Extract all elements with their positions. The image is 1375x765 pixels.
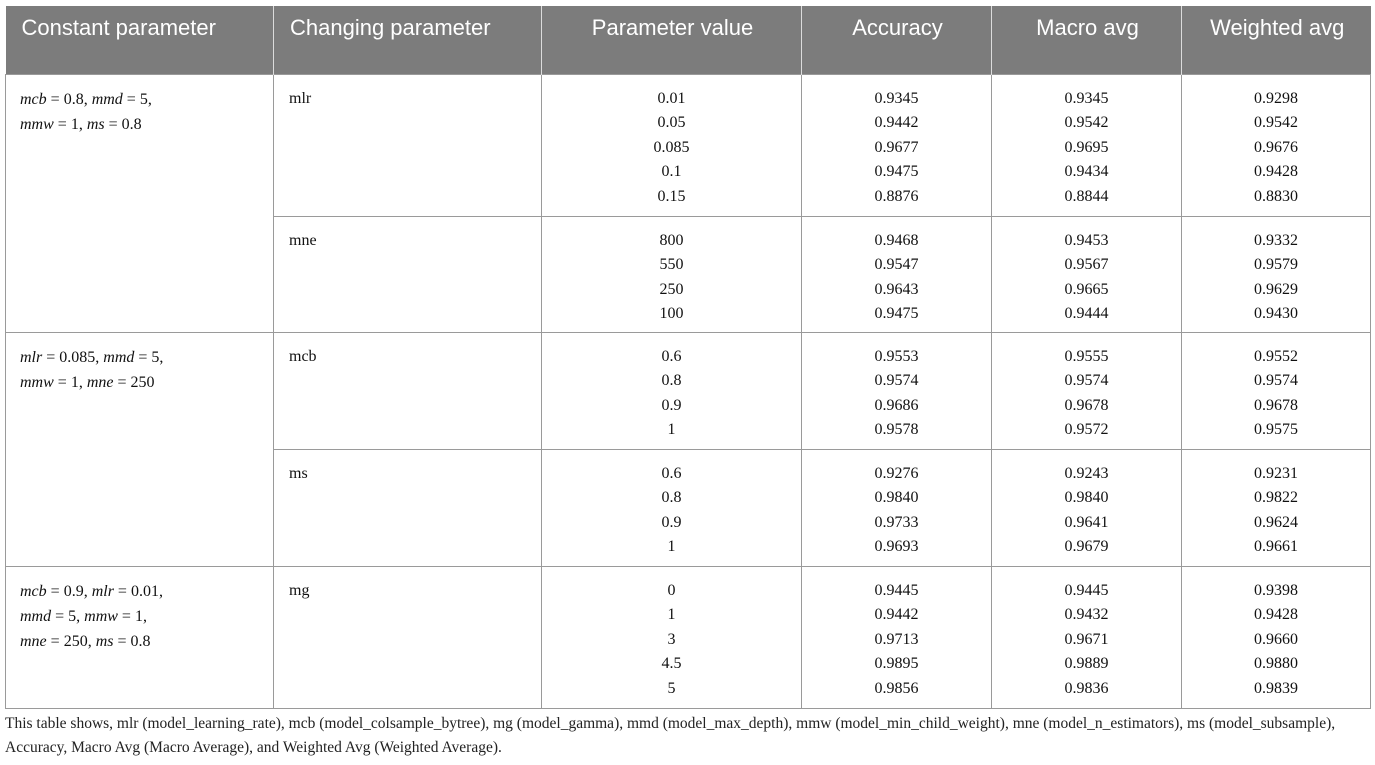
constant-parameter-line: mlr = 0.085, mmd = 5, [20, 348, 164, 366]
constant-parameter-name: mmw [84, 607, 118, 625]
constant-parameter-cell [6, 332, 274, 566]
macro-value: 0.9836 [1064, 679, 1109, 697]
macro-value: 0.9678 [1064, 396, 1109, 414]
accuracy-value: 0.9345 [874, 89, 919, 107]
header-changing-parameter: Changing parameter [274, 6, 542, 74]
weighted-value: 0.9678 [1254, 396, 1298, 414]
accuracy-value: 0.9475 [874, 163, 919, 181]
macro-value: 0.9695 [1064, 138, 1109, 156]
weighted-value: 0.9839 [1254, 679, 1298, 697]
table-container [5, 6, 1370, 709]
accuracy-value: 0.9276 [874, 464, 919, 482]
accuracy-value: 0.8876 [874, 187, 919, 205]
constant-parameter-value: 1 [70, 373, 79, 391]
weighted-value: 0.9428 [1254, 606, 1298, 624]
values-cell [542, 449, 802, 566]
macro-value: 0.9889 [1064, 655, 1109, 673]
values-value: 0 [667, 581, 676, 599]
table-row [6, 74, 1371, 216]
accuracy-value: 0.9475 [874, 305, 919, 323]
macro-cell [992, 216, 1182, 332]
weighted-value: 0.9579 [1254, 256, 1298, 274]
header-accuracy: Accuracy [802, 6, 992, 74]
accuracy-value: 0.9547 [874, 256, 919, 274]
weighted-value: 0.9574 [1254, 372, 1298, 390]
accuracy-value: 0.9733 [874, 513, 919, 531]
constant-parameter-value: 0.8 [130, 632, 151, 650]
constant-parameter-name: mcb [20, 582, 47, 600]
header-macro-avg: Macro avg [992, 6, 1182, 74]
constant-parameter-value: 0.9 [63, 582, 84, 600]
results-table [5, 6, 1371, 709]
values-value: 4.5 [661, 655, 682, 673]
macro-cell [992, 74, 1182, 216]
values-value: 550 [659, 256, 684, 274]
weighted-value: 0.9660 [1254, 630, 1298, 648]
weighted-cell [1182, 216, 1371, 332]
constant-parameter-name: ms [86, 115, 105, 133]
weighted-value: 0.9428 [1254, 163, 1298, 181]
macro-value: 0.9444 [1064, 305, 1109, 323]
constant-parameter-name: mmd [103, 348, 135, 366]
accuracy-value: 0.9713 [874, 630, 919, 648]
table-header-row [6, 6, 1371, 74]
table-footnote: This table shows, mlr (model_learning_rate), mcb (model_colsample_bytree), mg (model_gamma), mmd (model_max_depth), mmw (model_min_child_weight), mne (model_n_estimators), ms (model_subsample), Accuracy, Macro Avg (Macro Average), and Weighted Avg (Weighted Average). [5, 715, 1336, 756]
weighted-value: 0.9624 [1254, 513, 1298, 531]
macro-value: 0.9345 [1064, 89, 1109, 107]
constant-parameter-value: 5 [151, 348, 160, 366]
values-value: 0.9 [661, 396, 682, 414]
macro-cell [992, 449, 1182, 566]
constant-parameter-value: 0.01 [130, 582, 159, 600]
constant-parameter-cell [6, 74, 274, 332]
constant-parameter-line: mcb = 0.9, mlr = 0.01, [20, 582, 163, 600]
values-cell [542, 332, 802, 449]
constant-parameter-name: mlr [20, 348, 43, 366]
accuracy-value: 0.9468 [874, 231, 919, 249]
accuracy-cell [802, 449, 992, 566]
weighted-cell [1182, 449, 1371, 566]
changing-parameter-cell: mcb [274, 332, 542, 449]
weighted-value: 0.9332 [1254, 231, 1298, 249]
values-value: 250 [659, 280, 684, 298]
changing-parameter-cell: ms [274, 449, 542, 566]
values-value: 5 [667, 679, 676, 697]
constant-parameter-value: 0.8 [121, 115, 142, 133]
macro-value: 0.9679 [1064, 538, 1109, 556]
macro-value: 0.9555 [1064, 347, 1109, 365]
constant-parameter-value: 1 [70, 115, 79, 133]
accuracy-value: 0.9442 [874, 114, 919, 132]
constant-parameter-value: 0.8 [63, 90, 84, 108]
values-value: 0.01 [657, 89, 686, 107]
values-value: 0.8 [661, 489, 682, 507]
constant-parameter-value: 250 [130, 373, 155, 391]
values-value: 0.6 [661, 464, 682, 482]
accuracy-value: 0.9574 [874, 372, 919, 390]
macro-value: 0.9572 [1064, 421, 1109, 439]
constant-parameter-name: mlr [91, 582, 114, 600]
constant-parameter-line: mmw = 1, ms = 0.8 [20, 115, 142, 133]
changing-parameter-cell: mne [274, 216, 542, 332]
values-value: 0.15 [657, 187, 686, 205]
macro-value: 0.9665 [1064, 280, 1109, 298]
weighted-value: 0.8830 [1254, 187, 1298, 205]
weighted-value: 0.9430 [1254, 305, 1298, 323]
values-value: 100 [659, 305, 684, 323]
values-value: 1 [667, 606, 676, 624]
weighted-cell [1182, 566, 1371, 708]
weighted-value: 0.9552 [1254, 347, 1298, 365]
accuracy-cell [802, 74, 992, 216]
accuracy-value: 0.9856 [874, 679, 919, 697]
values-value: 0.05 [657, 114, 686, 132]
macro-cell [992, 332, 1182, 449]
constant-parameter-name: mne [86, 373, 114, 391]
constant-parameter-line: mcb = 0.8, mmd = 5, [20, 90, 152, 108]
macro-value: 0.9243 [1064, 464, 1109, 482]
weighted-value: 0.9398 [1254, 581, 1298, 599]
constant-parameter-value: 0.085 [59, 348, 96, 366]
macro-value: 0.9542 [1064, 114, 1109, 132]
macro-value: 0.9432 [1064, 606, 1109, 624]
weighted-value: 0.9298 [1254, 89, 1298, 107]
accuracy-cell [802, 566, 992, 708]
weighted-cell [1182, 74, 1371, 216]
values-value: 0.085 [653, 138, 690, 156]
macro-value: 0.8844 [1064, 187, 1109, 205]
constant-parameter-line: mne = 250, ms = 0.8 [20, 632, 151, 650]
macro-value: 0.9453 [1064, 231, 1109, 249]
changing-parameter-cell: mg [274, 566, 542, 708]
accuracy-value: 0.9553 [874, 347, 919, 365]
macro-value: 0.9840 [1064, 489, 1109, 507]
accuracy-value: 0.9578 [874, 421, 919, 439]
table-row [6, 332, 1371, 449]
constant-parameter-name: mmd [91, 90, 123, 108]
weighted-value: 0.9676 [1254, 138, 1298, 156]
accuracy-value: 0.9442 [874, 606, 919, 624]
accuracy-value: 0.9445 [874, 581, 919, 599]
constant-parameter-name: mne [20, 632, 47, 650]
constant-parameter-name: mmw [20, 115, 54, 133]
constant-parameter-value: 250 [63, 632, 88, 650]
constant-parameter-cell [6, 566, 274, 708]
macro-value: 0.9574 [1064, 372, 1109, 390]
macro-value: 0.9671 [1064, 630, 1109, 648]
macro-value: 0.9434 [1064, 163, 1109, 181]
weighted-value: 0.9629 [1254, 280, 1298, 298]
weighted-value: 0.9542 [1254, 114, 1298, 132]
constant-parameter-line: mmd = 5, mmw = 1, [20, 607, 147, 625]
accuracy-value: 0.9643 [874, 280, 919, 298]
constant-parameter-value: 5 [139, 90, 148, 108]
values-value: 0.1 [661, 163, 682, 181]
accuracy-value: 0.9895 [874, 655, 919, 673]
weighted-value: 0.9661 [1254, 538, 1298, 556]
weighted-value: 0.9822 [1254, 489, 1298, 507]
weighted-value: 0.9575 [1254, 421, 1298, 439]
accuracy-cell [802, 216, 992, 332]
values-value: 0.9 [661, 513, 682, 531]
constant-parameter-name: mcb [20, 90, 47, 108]
constant-parameter-name: mmw [20, 373, 54, 391]
macro-value: 0.9445 [1064, 581, 1109, 599]
values-value: 3 [667, 630, 676, 648]
accuracy-value: 0.9686 [874, 396, 919, 414]
changing-parameter-cell: mlr [274, 74, 542, 216]
header-parameter-value: Parameter value [542, 6, 802, 74]
constant-parameter-value: 5 [68, 607, 77, 625]
accuracy-value: 0.9840 [874, 489, 919, 507]
values-cell [542, 216, 802, 332]
table-row [6, 566, 1371, 708]
header-weighted-avg: Weighted avg [1182, 6, 1371, 74]
values-value: 0.8 [661, 372, 682, 390]
constant-parameter-value: 1 [134, 607, 143, 625]
values-value: 1 [667, 421, 676, 439]
header-constant-parameter: Constant parameter [6, 6, 274, 74]
values-cell [542, 566, 802, 708]
values-value: 0.6 [661, 347, 682, 365]
macro-cell [992, 566, 1182, 708]
accuracy-value: 0.9677 [874, 138, 919, 156]
constant-parameter-name: ms [95, 632, 114, 650]
macro-value: 0.9567 [1064, 256, 1109, 274]
values-value: 1 [667, 538, 676, 556]
weighted-value: 0.9231 [1254, 464, 1298, 482]
constant-parameter-name: mmd [20, 607, 52, 625]
values-value: 800 [659, 231, 684, 249]
accuracy-cell [802, 332, 992, 449]
weighted-cell [1182, 332, 1371, 449]
values-cell [542, 74, 802, 216]
macro-value: 0.9641 [1064, 513, 1109, 531]
accuracy-value: 0.9693 [874, 538, 919, 556]
table-body [6, 74, 1371, 708]
weighted-value: 0.9880 [1254, 655, 1298, 673]
constant-parameter-line: mmw = 1, mne = 250 [20, 373, 155, 391]
